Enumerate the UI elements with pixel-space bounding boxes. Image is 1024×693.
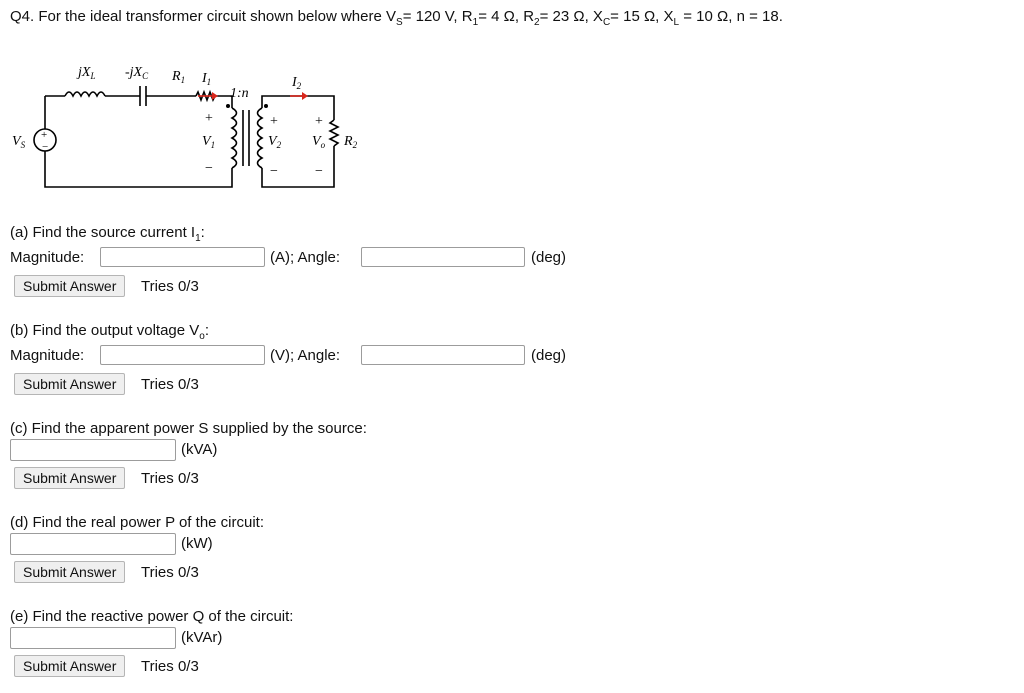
part-e-label: (e) Find the reactive power Q of the circuit: [10, 608, 294, 625]
part-b-unit-angle: (V); Angle: [270, 347, 341, 364]
label-vs: $V_S$ [12, 134, 26, 150]
svg-text:−: − [42, 141, 49, 153]
dot-primary [226, 104, 230, 108]
part-d-submit-button[interactable]: Submit Answer [14, 561, 125, 583]
part-a-angle-input[interactable] [361, 247, 525, 267]
part-c-tries: Tries 0/3 [141, 470, 199, 487]
transformer-core [243, 110, 249, 166]
part-a-unit-deg: (deg) [531, 249, 567, 266]
label-vo: $V_o$ [312, 134, 326, 150]
label-ratio: 1:n [230, 86, 249, 101]
label-v1: $V_1$ [202, 134, 216, 150]
label-r2: $R_2$ [344, 134, 358, 150]
primary-coil [232, 108, 237, 168]
minus-vo: − [315, 164, 323, 179]
svg-text:+: + [41, 129, 48, 141]
wire-bottom-primary [45, 150, 232, 187]
label-v2: $V_2$ [268, 134, 282, 150]
part-b-angle-input[interactable] [361, 345, 525, 365]
part-c-label: (c) Find the apparent power S supplied by the source: [10, 420, 367, 437]
part-b-submit-button[interactable]: Submit Answer [14, 373, 125, 395]
resistor-r2-symbol [330, 120, 338, 146]
capacitor-symbol [140, 86, 146, 106]
part-d-tries: Tries 0/3 [141, 564, 199, 581]
part-b-magnitude-label: Magnitude: [10, 347, 85, 364]
part-e-unit: (kVAr) [181, 629, 223, 646]
secondary-coil [258, 108, 263, 168]
part-a-magnitude-input[interactable] [100, 247, 265, 267]
part-e-tries: Tries 0/3 [141, 658, 199, 675]
plus-v1: + [205, 111, 213, 126]
part-a-submit-button[interactable]: Submit Answer [14, 275, 125, 297]
plus-v2: + [270, 114, 278, 129]
label-r1: $R_1$ [172, 69, 186, 85]
label-jxl: $jX_L$ [78, 65, 96, 81]
part-b-unit-deg: (deg) [531, 347, 567, 364]
part-c-input[interactable] [10, 439, 176, 461]
part-e-submit-button[interactable]: Submit Answer [14, 655, 125, 677]
part-c-submit-button[interactable]: Submit Answer [14, 467, 125, 489]
part-a-label: (a) Find the source current $I_1$: [10, 224, 205, 244]
part-a-tries: Tries 0/3 [141, 278, 199, 295]
dot-secondary [264, 104, 268, 108]
plus-vo: + [315, 114, 323, 129]
minus-v1: − [205, 161, 213, 176]
minus-v2: − [270, 164, 278, 179]
part-b-magnitude-input[interactable] [100, 345, 265, 365]
part-a-unit-angle: (A); Angle: [270, 249, 341, 266]
part-d-input[interactable] [10, 533, 176, 555]
part-b-tries: Tries 0/3 [141, 376, 199, 393]
part-d-unit: (kW) [181, 535, 213, 552]
label-jxc: $-jX_C$ [125, 65, 149, 81]
label-i1: $I_1$ [202, 71, 212, 87]
label-i2: $I_2$ [292, 75, 302, 91]
circuit-diagram [0, 0, 400, 200]
part-b-label: (b) Find the output voltage $V_o$: [10, 322, 210, 342]
inductor-symbol [65, 92, 105, 96]
part-d-label: (d) Find the real power P of the circuit: [10, 514, 265, 531]
question-title: Q4. For the ideal transformer circuit shown below where $V_S= 120$ V, $R_1= 4$ Ω, $R_2= 23$ Ω, $X_C= 15$ Ω, $X_L = 10$ Ω, n = 18. [10, 8, 783, 28]
part-a-magnitude-label: Magnitude: [10, 249, 85, 266]
part-e-input[interactable] [10, 627, 176, 649]
part-c-unit: (kVA) [181, 441, 218, 458]
